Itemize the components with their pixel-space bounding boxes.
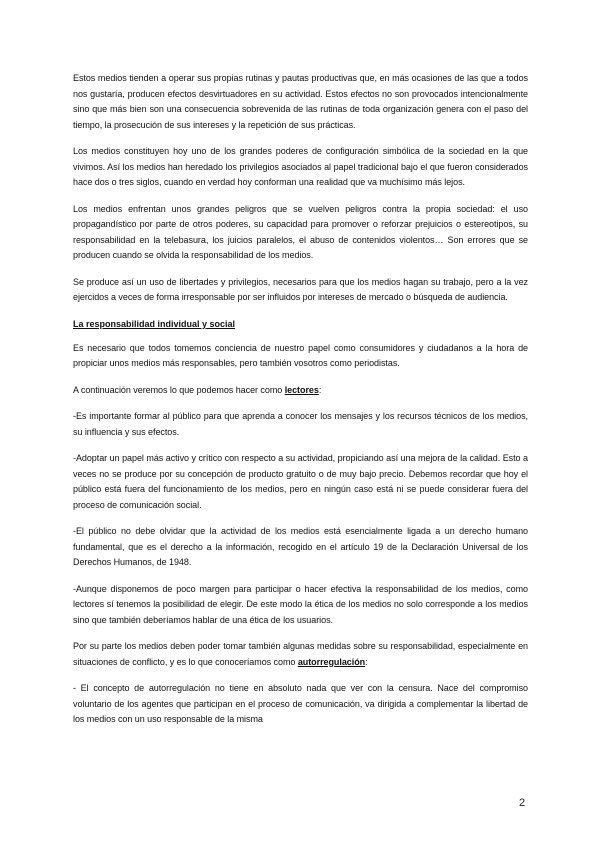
page-number: 2 [519,797,526,809]
autorregulacion-colon: : [365,656,368,667]
paragraph: Los medios enfrentan unos grandes peligros que se vuelven peligros contra la propia sociedad: el uso propagandístico por parte de otros poderes, su capacidad para promover o reforzar prejuicios o estereotipos, su responsabilidad en la telebasura, los juicios paralelos, el abuso de contenidos violentos… Son errores que se producen cuando se olvida la responsabilidad de los medios. [73,203,528,260]
bullet-item: -Aunque disponemos de poco margen para participar o hacer efectiva la responsabilidad de los medios, como lectores sí tenemos la posibilidad de elegir. De este modo la ética de los medios no solo corresponde a los medios sino que también deberíamos hablar de una ética de los usuarios. [73,583,528,625]
lectores-intro-text: A continuación veremos lo que podemos hacer como [73,384,285,395]
bullet-item: -Es importante formar al público para que aprenda a conocer los mensajes y los recursos técnicos de los medios, su influencia y sus efectos. [73,411,528,437]
final-paragraph: - El concepto de autorregulación no tiene en absoluto nada que ver con la censura. Nace del compromiso voluntario de los agentes que participan en el proceso de comunicación, va dirigida a complementar la libertad de los medios con un uso responsable de la misma [73,683,528,724]
document-body [73,71,528,739]
paragraph: Es necesario que todos tomemos conciencia de nuestro papel como consumidores y ciudadanos a la hora de propiciar unos medios más responsables, pero también vosotros como periodistas. [73,342,528,368]
paragraph: Estos medios tienden a operar sus propias rutinas y pautas productivas que, en más ocasiones de las que a todos nos gustaría, producen efectos desvirtuadores en su actividad. Estos efectos no son provocados intencionalmente sino que más bien son una consecuencia sobrevenida de las rutinas de toda organización genera con el paso del tiempo, la prosecución de sus intereses y la repetición de sus prácticas. [73,73,528,130]
paragraph: Se produce así un uso de libertades y privilegios, necesarios para que los medios hagan su trabajo, pero a la vez ejercidos a veces de forma irresponsable por ser influidos por intereses de mercado o búsqueda de audiencia. [73,276,528,302]
paragraph: Los medios constituyen hoy uno de los grandes poderes de configuración simbólica de la sociedad en la que vivimos. Así los medios han heredado los privilegios asociados al papel tradicional bajo el que fueron considerados hace dos o tres siglos, cuando en verdad hoy conforman una realidad que va muchísimo más lejos. [73,146,528,187]
autorregulacion-intro [73,639,528,670]
autorregulacion-intro-text: Por su parte los medios deben poder tomar también algunas medidas sobre su responsabilidad, especialmente en situaciones de conflicto, y es lo que conoceríamos como [73,641,528,667]
bullet-item: -El público no debe olvidar que la actividad de los medios está esencialmente ligada a un derecho humano fundamental, que es el derecho a la información, recogido en el artículo 19 de la Declaración Universal de los Derechos Humanos, de 1948. [73,526,528,567]
bullet-item: -Adoptar un papel más activo y crítico con respecto a su actividad, propiciando así una mejora de la calidad. Esto a veces no se produce por su concepción de producto gratuito o de muy bajo precio. Debemos recordar que hoy el público está fuera del funcionamiento de los medios, pero en ningún caso está ni se puede considerar fuera del proceso de comunicación social. [73,453,528,510]
lectores-colon: : [318,384,322,395]
autorregulacion-emphasis: autorregulación [297,656,366,667]
lectores-intro [73,383,528,399]
section-heading: La responsabilidad individual y social [73,318,236,329]
lectores-emphasis: lectores [284,384,319,395]
